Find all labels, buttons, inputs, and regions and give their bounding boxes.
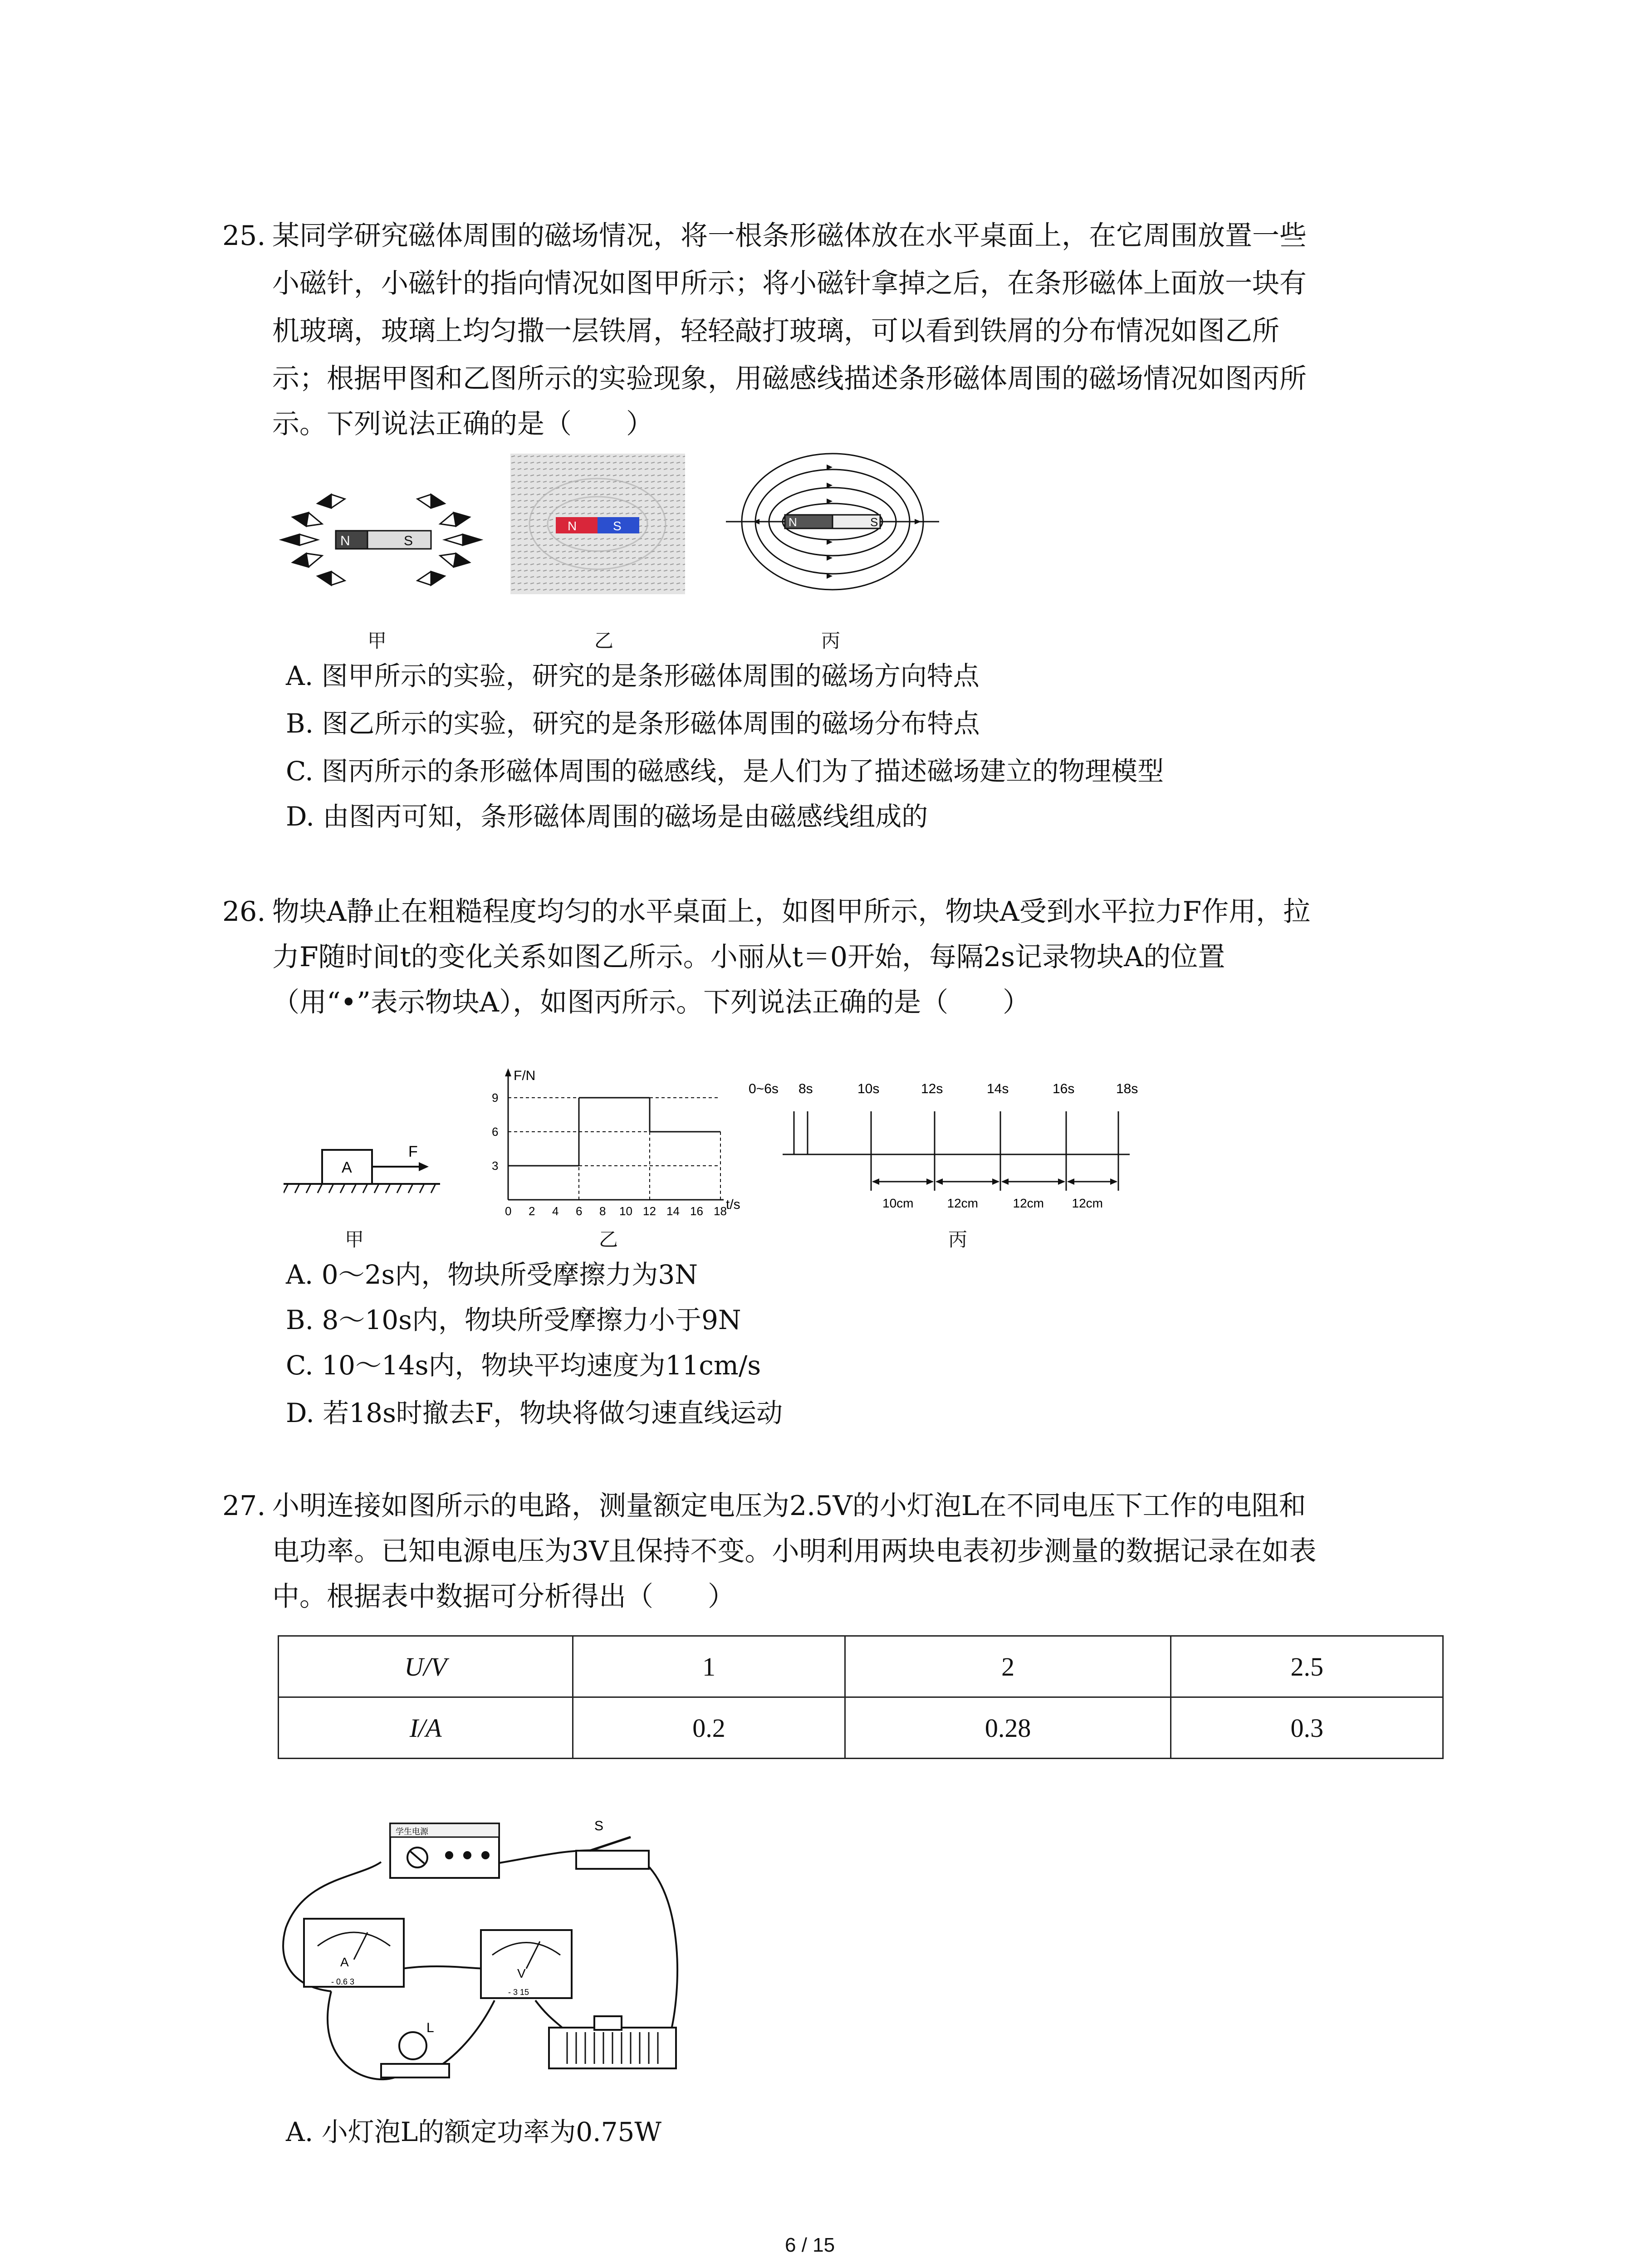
distance-label: 12cm <box>947 1196 978 1210</box>
q25-figure-bing <box>726 449 939 594</box>
x-tick-label: 12 <box>643 1204 656 1218</box>
distance-label: 12cm <box>1013 1196 1044 1210</box>
table-cell: I/A <box>279 1697 573 1759</box>
x-tick-label: 6 <box>576 1204 583 1218</box>
timeline-time-label: 18s <box>1116 1081 1138 1096</box>
force-f-label: F <box>408 1143 418 1160</box>
table-cell: 2 <box>845 1636 1171 1697</box>
ammeter-label: A <box>340 1955 349 1969</box>
yi-n-label: N <box>568 519 577 533</box>
arrow-head <box>872 1178 879 1185</box>
q26-option-a: A. 0～2s内，物块所受摩擦力为3N <box>286 1259 698 1290</box>
q27-line-3: 中。根据表中数据可分析得出（ ） <box>272 1581 735 1613</box>
lamp-base <box>381 2064 449 2077</box>
q27-option-a: A. 小灯泡L的额定功率为0.75W <box>286 2116 662 2147</box>
q26-ft-chart <box>476 1064 758 1218</box>
q25-fig-label-jia: 甲 <box>367 630 387 651</box>
switch-label: S <box>594 1818 604 1833</box>
x-tick-label: 8 <box>599 1204 606 1218</box>
q26-figure-jia <box>284 1120 447 1207</box>
x-tick-label: 10 <box>619 1204 632 1218</box>
table-cell: 0.3 <box>1171 1697 1443 1759</box>
q25-fig-label-bing: 丙 <box>821 630 841 651</box>
arrow-head <box>936 1178 943 1185</box>
table-cell: U/V <box>279 1636 573 1697</box>
magnet-n-label: N <box>340 533 350 548</box>
bing-s-label: S <box>870 515 878 529</box>
q27-line-2: 电功率。已知电源电压为3V且保持不变。小明利用两块电表初步测量的数据记录在如表 <box>272 1535 1317 1567</box>
q25-option-c: C. 图丙所示的条形磁体周围的磁感线，是人们为了描述磁场建立的物理模型 <box>286 756 1164 787</box>
power-supply-label: 学生电源 <box>396 1827 428 1836</box>
block-a-label: A <box>342 1159 352 1176</box>
voltmeter-terminals: - 3 15 <box>508 1988 529 1997</box>
x-tick-label: 16 <box>690 1204 703 1218</box>
table-cell: 1 <box>573 1636 845 1697</box>
timeline-time-label: 10s <box>857 1081 880 1096</box>
q26-option-b: B. 8～10s内，物块所受摩擦力小于9N <box>286 1305 741 1335</box>
q25-line-2: 小磁针，小磁针的指向情况如图甲所示；将小磁针拿掉之后，在条形磁体上面放一块有 <box>272 268 1307 299</box>
q26-number: 26. <box>222 896 266 928</box>
table-cell: 0.2 <box>573 1697 845 1759</box>
q25-line-3: 机玻璃，玻璃上均匀撒一层铁屑，轻轻敲打玻璃，可以看到铁屑的分布情况如图乙所 <box>272 315 1279 347</box>
timeline-time-label: 0~6s <box>749 1081 779 1096</box>
arrow-head <box>1001 1178 1009 1185</box>
q26-timeline <box>740 1075 1148 1229</box>
q26-line-3: （用“•”表示物块A），如图丙所示。下列说法正确的是（ ） <box>272 987 1030 1018</box>
y-tick-label: 9 <box>492 1091 499 1105</box>
q25-figure-yi <box>510 454 685 594</box>
lamp-label: L <box>426 2020 434 2035</box>
ft-y-axis-label: F/N <box>514 1068 536 1083</box>
ft-x-axis-label: t/s <box>726 1197 740 1212</box>
q25-line-4: 示；根据甲图和乙图所示的实验现象，用磁感线描述条形磁体周围的磁场情况如图丙所 <box>272 363 1307 395</box>
x-tick-label: 18 <box>714 1204 727 1218</box>
arrow-head <box>926 1178 934 1185</box>
q25-line-1: 某同学研究磁体周围的磁场情况，将一根条形磁体放在水平桌面上，在它周围放置一些 <box>272 220 1307 252</box>
q25-fig-label-yi: 乙 <box>594 630 614 651</box>
arrow-head <box>1067 1178 1074 1185</box>
switch <box>576 1851 649 1869</box>
yi-s-label: S <box>613 519 622 533</box>
magnet-s-label: S <box>404 533 413 548</box>
q25-option-d: D. 由图丙可知，条形磁体周围的磁场是由磁感线组成的 <box>286 801 928 832</box>
page-number: 6 / 15 <box>785 2234 835 2256</box>
y-tick-label: 3 <box>492 1159 499 1173</box>
q25-figure-jia <box>277 481 485 599</box>
x-tick-label: 0 <box>505 1204 512 1218</box>
table-row <box>279 1636 1443 1697</box>
q27-number: 27. <box>222 1490 266 1522</box>
arrow-head <box>1110 1178 1117 1185</box>
q25-number: 25. <box>222 220 266 252</box>
ammeter-terminals: - 0.6 3 <box>331 1977 355 1986</box>
q25-option-a: A. 图甲所示的实验，研究的是条形磁体周围的磁场方向特点 <box>286 660 980 691</box>
y-tick-label: 6 <box>492 1125 499 1139</box>
table-cell: 2.5 <box>1171 1636 1443 1697</box>
q26-line-2: 力F随时间t的变化关系如图乙所示。小丽从t＝0开始，每隔2s记录物块A的位置 <box>272 941 1225 973</box>
q26-option-c: C. 10～14s内，物块平均速度为11cm/s <box>286 1350 761 1381</box>
q27-circuit-figure <box>277 1810 712 2091</box>
distance-label: 12cm <box>1072 1196 1103 1210</box>
timeline-time-label: 16s <box>1053 1081 1075 1096</box>
table-row <box>279 1697 1443 1759</box>
arrow-head <box>1058 1178 1065 1185</box>
x-tick-label: 4 <box>552 1204 559 1218</box>
voltmeter-label: V <box>517 1966 526 1980</box>
q26-option-d: D. 若18s时撤去F，物块将做匀速直线运动 <box>286 1398 783 1428</box>
distance-label: 10cm <box>882 1196 914 1210</box>
x-tick-label: 2 <box>529 1204 535 1218</box>
timeline-time-label: 12s <box>921 1081 943 1096</box>
q25-option-b: B. 图乙所示的实验，研究的是条形磁体周围的磁场分布特点 <box>286 708 980 739</box>
bing-n-label: N <box>789 515 797 529</box>
ammeter <box>304 1919 404 1987</box>
q27-line-1: 小明连接如图所示的电路，测量额定电压为2.5V的小灯泡L在不同电压下工作的电阻和 <box>272 1490 1306 1522</box>
x-tick-label: 14 <box>666 1204 680 1218</box>
lamp <box>399 2032 426 2059</box>
q26-fig-label-jia: 甲 <box>345 1229 364 1250</box>
q27-data-table <box>278 1635 1444 1759</box>
arrow-head <box>992 1178 999 1185</box>
q26-fig-label-yi: 乙 <box>599 1229 618 1250</box>
q26-line-1: 物块A静止在粗糙程度均匀的水平桌面上，如图甲所示，物块A受到水平拉力F作用，拉 <box>272 896 1311 928</box>
table-cell: 0.28 <box>845 1697 1171 1759</box>
q26-fig-label-bing: 丙 <box>948 1229 968 1250</box>
q25-line-5: 示。下列说法正确的是（ ） <box>272 408 653 440</box>
timeline-time-label: 14s <box>987 1081 1009 1096</box>
timeline-time-label: 8s <box>798 1081 813 1096</box>
